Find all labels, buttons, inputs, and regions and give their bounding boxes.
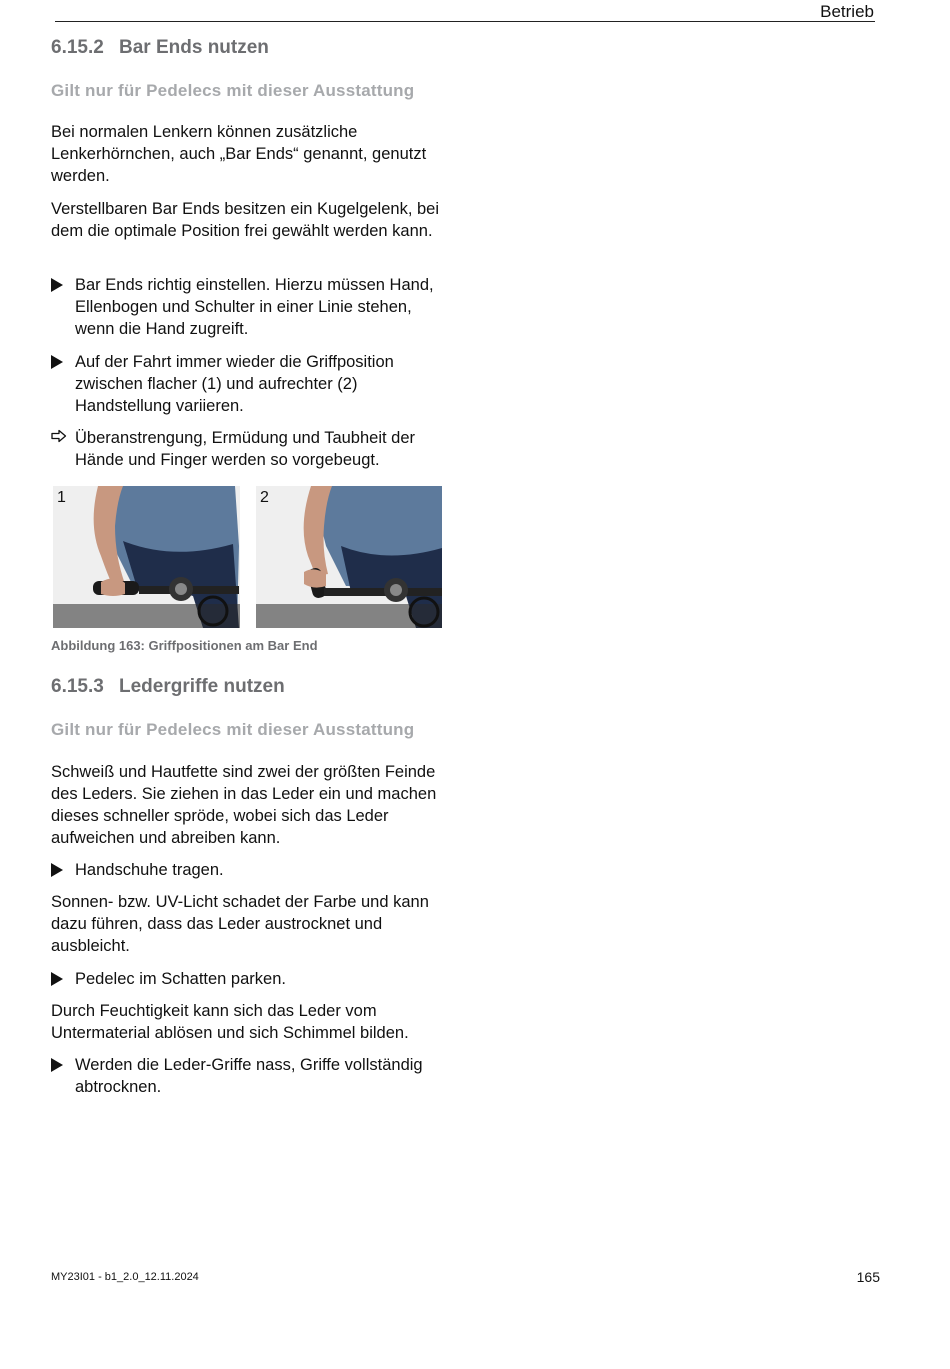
paragraph: Durch Feuchtigkeit kann sich das Leder vom Untermaterial ablösen und sich Schimmel bilden. xyxy=(51,1002,409,1042)
instruction-triangle-icon xyxy=(51,355,63,369)
instruction-step: Auf der Fahrt immer wieder die Griffposition zwischen flacher (1) und aufrechter (2) Handstellung variieren. xyxy=(51,351,446,417)
applicability-note: Gilt nur für Pedelecs mit dieser Ausstattung xyxy=(51,720,415,739)
instruction-triangle-icon xyxy=(51,1058,63,1072)
instruction-step: Bar Ends richtig einstellen. Hierzu müssen Hand, Ellenbogen und Schulter in einer Linie stehen, wenn die Hand zugreift. xyxy=(51,274,446,340)
result-arrow-icon xyxy=(51,429,67,443)
section-number: 6.15.2 xyxy=(51,37,104,58)
figure-upright-grip xyxy=(256,486,442,628)
instruction-step: Handschuhe tragen. xyxy=(51,859,446,881)
section-title: Ledergriffe nutzen xyxy=(119,676,285,697)
figure-caption: Abbildung 163: Griffpositionen am Bar End xyxy=(51,638,318,653)
result-step: Überanstrengung, Ermüdung und Taubheit der Hände und Finger werden so vorgebeugt. xyxy=(51,427,446,471)
upright-grip-illustration xyxy=(256,486,442,628)
header-rule xyxy=(55,21,875,22)
figure-number: 2 xyxy=(260,489,269,506)
paragraph: Bei normalen Lenkern können zusätzliche Lenkerhörnchen, auch „Bar Ends“ genannt, genutzt werden. xyxy=(51,123,427,185)
paragraph: Verstellbaren Bar Ends besitzen ein Kugelgelenk, bei dem die optimale Position frei gewählt werden kann. xyxy=(51,200,439,240)
figure-flat-grip xyxy=(53,486,240,628)
section-heading-bar-ends xyxy=(51,37,269,59)
document-id: MY23I01 - b1_2.0_12.11.2024 xyxy=(51,1271,199,1283)
figure-number: 1 xyxy=(57,489,66,506)
section-title: Bar Ends nutzen xyxy=(119,37,269,58)
flat-grip-illustration xyxy=(53,486,240,628)
section-heading-leather-grips xyxy=(51,676,285,698)
instruction-step: Werden die Leder-Griffe nass, Griffe vollständig abtrocknen. xyxy=(51,1054,446,1098)
instruction-triangle-icon xyxy=(51,278,63,292)
section-number: 6.15.3 xyxy=(51,676,104,697)
page-number: 165 xyxy=(856,1269,880,1285)
instruction-triangle-icon xyxy=(51,972,63,986)
paragraph: Schweiß und Hautfette sind zwei der größten Feinde des Leders. Sie ziehen in das Leder ein und machen dieses schneller spröde, wobei sich das Leder aufweichen und abreiben kann. xyxy=(51,763,437,847)
paragraph: Sonnen- bzw. UV-Licht schadet der Farbe und kann dazu führen, dass das Leder austrocknet und ausbleicht. xyxy=(51,893,429,955)
applicability-note: Gilt nur für Pedelecs mit dieser Ausstattung xyxy=(51,81,415,100)
instruction-step: Pedelec im Schatten parken. xyxy=(51,968,446,990)
instruction-triangle-icon xyxy=(51,863,63,877)
running-header: Betrieb xyxy=(820,2,874,21)
